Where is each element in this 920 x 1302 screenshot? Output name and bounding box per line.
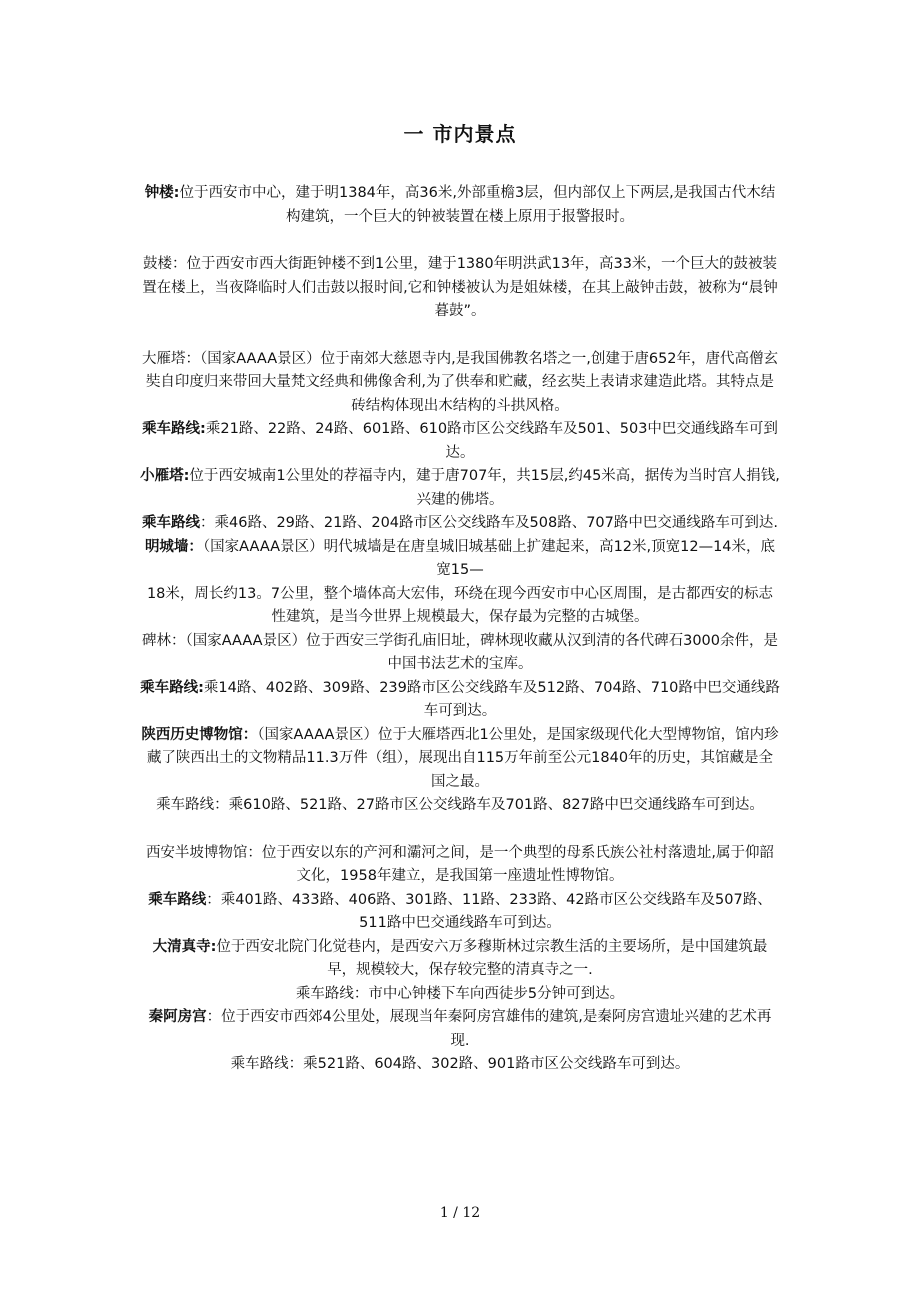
attractions-content — [140, 182, 780, 1077]
label-bus-route: 乘车路线 — [142, 515, 200, 531]
paragraph-dayanta-bus: 乘车路线:乘21路、22路、24路、601路、610路市区公交线路车及501、503中巴交通线路车可到达。 — [142, 421, 778, 461]
label-afanggong: 秦阿房宫 — [148, 1009, 207, 1025]
paragraph-xiaoyanta: 小雁塔:位于西安城南1公里处的荐福寺内，建于唐707年，共15层,约45米高，据传为当时宫人捐钱,兴建的佛塔。 — [140, 468, 780, 508]
label-bowuguan: 陕西历史博物馆： — [141, 726, 258, 743]
paragraph-banpo-bus: 乘车路线：乘401路、433路、406路、301路、11路、233路、42路市区公交线路车及507路、511路中巴交通线路车可到达。 — [148, 891, 772, 931]
paragraph-chengqiang: 明城墙：（国家AAAA景区）明代城墙是在唐皇城旧城基础上扩建起来，高12米,顶宽12—14米，底宽15— — [144, 538, 776, 578]
paragraph-afanggong-bus: 乘车路线：乘521路、604路、302路、901路市区公交线路车可到达。 — [230, 1056, 690, 1072]
page-number: 1 / 12 — [439, 1205, 481, 1221]
paragraph-bowuguan: 陕西历史博物馆：（国家AAAA景区）位于大雁塔西北1公里处，是国家级现代化大型博物馆，馆内珍藏了陕西出土的文物精品11.3万件（组），展现出自115万年前至公元1840年的历史，其馆藏是全国之最。 — [141, 726, 779, 790]
paragraph-qingzhensi-bus: 乘车路线：市中心钟楼下车向西徒步5分钟可到达。 — [295, 985, 625, 1002]
paragraph-banpo: 西安半坡博物馆：位于西安以东的产河和灞河之间，是一个典型的母系氏族公社村落遗址,属于仰韶文化，1958年建立，是我国第一座遗址性博物馆。 — [145, 844, 775, 884]
paragraph-xiaoyanta-bus: 乘车路线：乘46路、29路、21路、204路市区公交线路车及508路、707路中巴交通线路车可到达. — [142, 515, 778, 531]
paragraph-afanggong: 秦阿房宫：位于西安市西郊4公里处，展现当年秦阿房宫雄伟的建筑,是秦阿房宫遗址兴建的艺术再现. — [148, 1009, 772, 1049]
paragraph-qingzhensi: 大清真寺:位于西安北院门化觉巷内，是西安六万多穆斯林过宗教生活的主要场所，是中国建筑最早，规模较大，保存较完整的清真寺之一. — [152, 938, 768, 978]
paragraph-chengqiang-cont: 18米，周长约13。7公里，整个墙体高大宏伟，环绕在现今西安市中心区周围，是古都西安的标志性建筑，是当今世界上规模最大，保存最为完整的古城堡。 — [146, 585, 774, 625]
label-zhonglou: 钟楼: — [144, 185, 180, 201]
label-bus-route: 乘车路线: — [140, 679, 204, 696]
paragraph-gulou: 鼓楼：位于西安市西大街距钟楼不到1公里，建于1380年明洪武13年，高33米，一个巨大的鼓被装置在楼上，当夜降临时人们击鼓以报时间,它和钟楼被认为是姐妹楼，在其上敲钟击鼓，被称为“晨钟暮鼓”。 — [142, 256, 778, 319]
label-bus-route: 乘车路线: — [142, 421, 206, 437]
label-bus-route: 乘车路线 — [148, 891, 207, 908]
paragraph-dayanta: 大雁塔：（国家AAAA景区）位于南郊大慈恩寺内,是我国佛教名塔之一,创建于唐652年，唐代高僧玄奘自印度归来带回大量梵文经典和佛像舍利,为了供奉和贮藏，经玄奘上表请求建造此塔。其特点是砖结构体现出木结构的斗拱风格。 — [141, 350, 779, 414]
paragraph-beilin: 碑林：（国家AAAA景区）位于西安三学街孔庙旧址，碑林现收藏从汉到清的各代碑石3000余件，是中国书法艺术的宝库。 — [141, 632, 779, 672]
label-xiaoyanta: 小雁塔: — [140, 468, 190, 484]
paragraph-zhonglou: 钟楼:位于西安市中心，建于明1384年，高36米,外部重檐3层，但内部仅上下两层,是我国古代木结构建筑，一个巨大的钟被装置在楼上原用于报警报时。 — [144, 185, 776, 225]
label-qingzhensi: 大清真寺: — [152, 938, 217, 955]
paragraph-bowuguan-bus: 乘车路线：乘610路、521路、27路市区公交线路车及701路、827路中巴交通线路车可到达。 — [156, 797, 764, 813]
paragraph-beilin-bus: 乘车路线:乘14路、402路、309路、239路市区公交线路车及512路、704路、710路中巴交通线路车可到达。 — [140, 679, 780, 719]
label-chengqiang: 明城墙： — [144, 538, 203, 555]
page-title: 一 市内景点 — [403, 122, 517, 146]
